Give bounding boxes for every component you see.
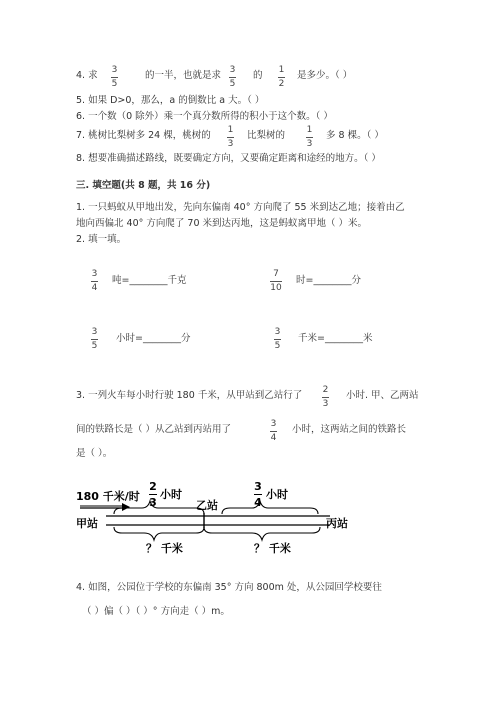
fill3-line-1a: 3. 一列火车每小时行驶 180 千米，从甲站到乙站行了: [76, 390, 303, 401]
diagram-braces: [100, 496, 340, 546]
numerator: 3: [111, 65, 118, 75]
q4-fraction-2: [229, 66, 236, 89]
q7-text-3: 多 8 棵。（ ）: [326, 130, 384, 141]
speed-label: 180 千米/时: [76, 490, 140, 503]
q4-fraction-1: [111, 66, 118, 89]
denominator: 2: [278, 79, 285, 89]
diagram-unit-1: 小时: [160, 488, 182, 501]
fill3-fraction-2: [270, 420, 277, 443]
station-c-label: 丙站: [326, 517, 348, 530]
denominator: 5: [91, 341, 98, 351]
fill3-line-2b: 小时，这两站之间的铁路长: [292, 424, 407, 435]
fill4-line-1: 4. 如图，公园位于学校的东偏南 35° 方向 800m 处，从公园回学校要往: [76, 582, 382, 593]
station-a-label: 甲站: [76, 517, 98, 530]
numerator: 3: [229, 65, 236, 75]
fill3-line-1b: 小时. 甲、乙两站: [346, 390, 419, 401]
fill2a-fraction: [91, 270, 98, 293]
numerator: 3: [91, 269, 98, 279]
fill2-title: 2. 填一填。: [76, 234, 127, 245]
q7-text-2: 比梨树的: [247, 130, 286, 141]
denominator: 5: [229, 79, 236, 89]
q4-text-1: 4. 求: [76, 70, 98, 81]
numerator: 2: [322, 385, 329, 395]
fill3-line-3: 是（ ）。: [76, 448, 113, 459]
q6-text: 6. 一个数（0 除外）乘一个真分数所得的积小于这个数。（ ）: [76, 111, 333, 122]
numerator: 1: [278, 65, 285, 75]
denominator: 5: [111, 79, 118, 89]
fill2c-text: 小时=________分: [116, 333, 191, 344]
numerator: 2: [149, 480, 157, 493]
numerator: 1: [227, 125, 234, 135]
denominator: 10: [270, 283, 282, 293]
q4-fraction-3: [278, 66, 285, 89]
station-b-label: 乙站: [196, 499, 218, 512]
numerator: 7: [273, 269, 279, 279]
unknown-distance-2: ？ 千米: [254, 542, 291, 555]
fill2b-text: 时=________分: [296, 275, 361, 286]
q4-text-2: 的一半，也就是求: [145, 70, 222, 81]
fill2d-text: 千米=________米: [298, 333, 373, 344]
denominator: 3: [227, 139, 234, 149]
q5-text: 5. 如果 D>0，那么，a 的倒数比 a 大。（ ）: [76, 95, 265, 106]
denominator: 3: [149, 496, 157, 509]
numerator: 3: [254, 480, 262, 493]
fill2c-fraction: [91, 328, 98, 351]
q7-text-1: 7. 桃树比梨树多 24 棵，桃树的: [76, 130, 211, 141]
fill4-line-2: （ ）偏（ ）（ ）° 方向走（ ）m。: [82, 606, 230, 617]
numerator: 3: [270, 419, 277, 429]
denominator: 4: [91, 283, 98, 293]
fill3-fraction-1: [322, 386, 329, 409]
q4-text-3: 的: [253, 70, 263, 81]
q7-fraction-2: [306, 126, 313, 149]
q4-text-4: 是多少。（ ）: [297, 70, 353, 81]
numerator: 3: [274, 327, 281, 337]
denominator: 5: [274, 341, 281, 351]
diagram-unit-2: 小时: [266, 488, 288, 501]
section-heading: 三. 填空题(共 8 题，共 16 分): [76, 180, 211, 191]
denominator: 4: [254, 496, 262, 509]
denominator: 3: [322, 399, 329, 409]
fill1-line-2: 地向西偏北 40° 方向爬了 70 米到达丙地，这是蚂蚁离甲地（ ）米。: [76, 218, 368, 229]
q8-text: 8. 想要准确描述路线，既要确定方向，又要确定距离和途经的地方。（ ）: [76, 153, 381, 164]
numerator: 1: [306, 125, 313, 135]
numerator: 3: [91, 327, 98, 337]
fill2d-fraction: [274, 328, 281, 351]
fill2a-text: 吨=________千克: [112, 275, 187, 286]
fill2b-fraction: [270, 270, 282, 293]
denominator: 3: [306, 139, 313, 149]
fill3-line-2a: 间的铁路长是（ ）从乙站到丙站用了: [76, 424, 232, 435]
q7-fraction-1: [227, 126, 234, 149]
unknown-distance-1: ？ 千米: [146, 542, 183, 555]
fill1-line-1: 1. 一只蚂蚁从甲地出发，先向东偏南 40° 方向爬了 55 米到达乙地；接着由乙: [76, 202, 405, 213]
denominator: 4: [270, 433, 277, 443]
